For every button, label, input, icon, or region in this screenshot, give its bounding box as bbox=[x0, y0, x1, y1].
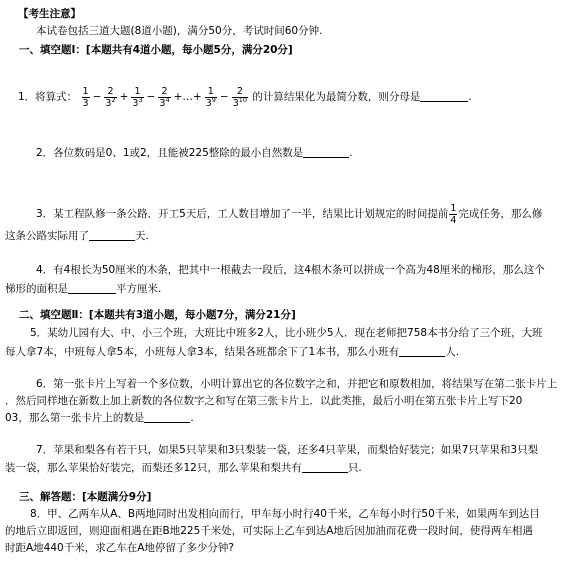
question-6-line-1: 6．第一张卡片上写着一个多位数，小明计算出它的各位数字之和，并把它和原数相加，将结果写在第二张卡片上 bbox=[36, 378, 558, 390]
fraction-numerator: 1 bbox=[205, 86, 217, 98]
operator-sign: − bbox=[219, 91, 229, 103]
question-2-end: . bbox=[349, 147, 353, 159]
fraction-numerator: 1 bbox=[82, 85, 89, 97]
question-3-line-1 bbox=[36, 200, 542, 228]
denominator-exponent: 4 bbox=[165, 95, 170, 104]
operator-sign: − bbox=[92, 91, 102, 103]
denominator-base: 3 bbox=[132, 97, 139, 109]
question-8-line-2: 的地后立即返回，则迎面相遇在距B地225千米处，可实际上乙车到达A地后因加油而花费一段时间，使得两车相遇 bbox=[5, 525, 533, 537]
question-5-line-1: 5．某幼儿园有大、中、小三个班，大班比中班多2人，比小班少5人．现在老师把758本书分给了三个班，大班 bbox=[30, 327, 543, 339]
fraction-one-quarter bbox=[449, 203, 457, 226]
fraction-term bbox=[158, 86, 170, 109]
denominator-base: 3 bbox=[82, 97, 89, 109]
question-1-suffix: 的计算结果化为最简分数，则分母是 bbox=[252, 91, 421, 103]
question-6-end: . bbox=[190, 412, 194, 424]
question-3-end: 天. bbox=[135, 230, 149, 242]
notice-title: 【考生注意】 bbox=[18, 8, 81, 20]
fraction-term bbox=[82, 86, 90, 109]
answer-blank-7[interactable] bbox=[302, 461, 348, 473]
operator-sign: +…+ bbox=[173, 91, 202, 103]
question-6-line-3 bbox=[5, 411, 194, 425]
fraction-denominator bbox=[205, 95, 217, 109]
fraction-denominator bbox=[82, 98, 90, 109]
fraction-term bbox=[232, 86, 248, 109]
denominator-exponent: 9 bbox=[211, 95, 216, 104]
question-1-prefix: 1．将算式： bbox=[18, 91, 78, 103]
denominator-exponent: 10 bbox=[238, 95, 248, 104]
question-7-line-1: 7．苹果和梨各有若干只，如果5只苹果和3只梨装一袋，还多4只苹果，而梨恰好装完；如果7只苹果和3只梨 bbox=[36, 444, 539, 456]
fraction-numerator: 2 bbox=[232, 86, 248, 98]
denominator-base: 3 bbox=[159, 97, 166, 109]
question-4-line-1: 4．有4根长为50厘米的木条，把其中一根截去一段后，这4根木条可以拼成一个高为48厘米的梯形，那么这个 bbox=[36, 264, 545, 276]
question-5-line-2 bbox=[5, 345, 459, 359]
fraction-denominator: 4 bbox=[450, 214, 457, 226]
operator-sign: + bbox=[119, 91, 129, 103]
question-6-line-2: ．然后同样地在新数上加上新数的各位数字之和写在第三张卡片上．以此类推，最后小明在第五张卡片上写下20 bbox=[5, 395, 523, 407]
denominator-base: 3 bbox=[205, 97, 212, 109]
question-3-text-c: 这条公路实际用了 bbox=[5, 230, 89, 242]
question-8-line-1: 8．甲、乙两车从A、B两地同时出发相向而行，甲车每小时行40千米，乙车每小时行50千米，如果两车到达目 bbox=[30, 508, 540, 520]
question-7-end: 只. bbox=[347, 462, 362, 474]
question-4-line-2 bbox=[5, 282, 161, 296]
operator-sign: − bbox=[146, 91, 156, 103]
question-3-text-a: 3．某工程队修一条公路．开工5天后，工人数目增加了一半，结果比计划规定的时间提前 bbox=[36, 208, 449, 220]
fraction-term bbox=[131, 86, 143, 109]
denominator-exponent: 2 bbox=[111, 95, 116, 104]
question-4-text: 梯形的面积是 bbox=[5, 283, 68, 295]
fraction-numerator: 2 bbox=[104, 86, 116, 98]
fraction-term bbox=[205, 86, 217, 109]
question-5-end: 人. bbox=[445, 346, 460, 358]
question-5-text: 每人拿7本，中班每人拿5本，小班每人拿3本，结果各班都余下了1本书，那么小班有 bbox=[5, 346, 400, 358]
denominator-exponent: 3 bbox=[138, 95, 143, 104]
section3-heading: 三、解答题：[本题满分9分] bbox=[19, 491, 152, 503]
answer-blank-1[interactable] bbox=[420, 90, 468, 102]
section2-heading: 二、填空题Ⅱ：[本题共有3道小题，每小题7分，满分21分] bbox=[19, 309, 296, 321]
fraction-numerator: 1 bbox=[450, 202, 457, 214]
fraction-denominator bbox=[232, 95, 248, 109]
question-1-expression bbox=[81, 80, 249, 114]
question-7-text: 装一袋，那么苹果恰好装完，而梨还多12只，那么苹果和梨共有 bbox=[5, 462, 302, 474]
fraction-numerator: 1 bbox=[131, 86, 143, 98]
section1-heading: 一、填空题Ⅰ：[本题共有4道小题，每小题5分，满分20分] bbox=[19, 44, 293, 56]
question-3-line-2 bbox=[5, 229, 149, 243]
denominator-base: 3 bbox=[232, 97, 239, 109]
question-4-end: 平方厘米. bbox=[116, 283, 162, 295]
fraction-denominator bbox=[158, 95, 170, 109]
answer-blank-2[interactable] bbox=[303, 146, 349, 158]
answer-blank-5[interactable] bbox=[399, 345, 445, 357]
answer-blank-4[interactable] bbox=[68, 282, 116, 294]
question-1 bbox=[18, 80, 472, 114]
question-8-line-3: 时距A地440千米，求乙车在A地停留了多少分钟? bbox=[5, 542, 234, 554]
question-3-text-b: 完成任务，那么修 bbox=[458, 208, 543, 220]
question-2 bbox=[36, 146, 353, 160]
fraction-denominator bbox=[104, 95, 116, 109]
question-7-line-2 bbox=[5, 461, 362, 475]
question-1-end: . bbox=[468, 91, 472, 103]
answer-blank-3[interactable] bbox=[89, 229, 135, 241]
fraction-term bbox=[104, 86, 116, 109]
denominator-base: 3 bbox=[105, 97, 112, 109]
answer-blank-6[interactable] bbox=[144, 411, 190, 423]
fraction-numerator: 2 bbox=[158, 86, 170, 98]
fraction-denominator bbox=[131, 95, 143, 109]
question-6-text: 03，那么第一张卡片上的数是 bbox=[5, 412, 145, 424]
question-2-text: 2．各位数码是0、1或2，且能被225整除的最小自然数是 bbox=[36, 147, 304, 159]
notice-body: 本试卷包括三道大题(8道小题)，满分50分，考试时间60分钟. bbox=[36, 25, 323, 37]
